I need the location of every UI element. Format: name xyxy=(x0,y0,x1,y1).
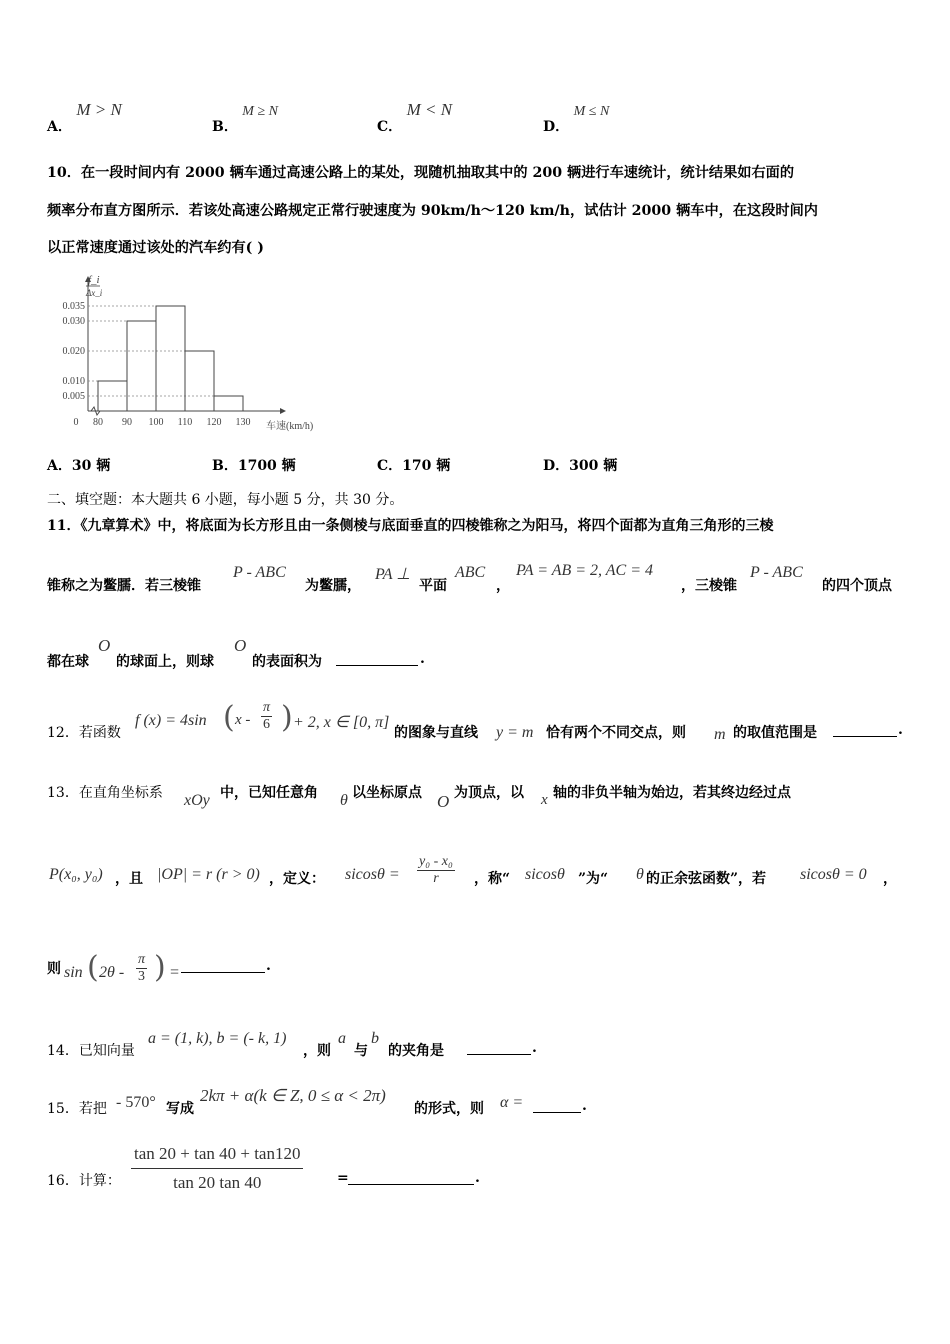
q15-line xyxy=(47,1086,607,1122)
q15-text: 写成 xyxy=(166,1101,194,1117)
q13-frac-num: y₀ - x₀ xyxy=(419,854,453,869)
q9-option-a xyxy=(47,100,122,135)
q12-text: 的图象与直线 xyxy=(394,725,478,741)
q11-text: 为鳖臑， xyxy=(305,578,361,594)
q13-line3 xyxy=(47,950,307,1000)
histogram-x-tick-label: 120 xyxy=(206,417,222,428)
q9-option-a-label: A． xyxy=(47,119,72,135)
q14-math: a xyxy=(338,1030,346,1047)
answer-blank xyxy=(833,722,897,737)
q14-text: . xyxy=(532,1040,537,1056)
q14-number: 14．已知向量 xyxy=(47,1043,135,1059)
q15-math: α = xyxy=(500,1094,524,1111)
q12-math: y = m xyxy=(496,724,534,741)
histogram-x-tick-label: 130 xyxy=(235,417,251,428)
q12-text: 的取值范围是 xyxy=(733,725,817,741)
q11-text: 的表面积为 xyxy=(252,654,322,670)
q13-math: 2θ - xyxy=(99,964,125,981)
q13-math: sicosθ = 0 xyxy=(800,866,867,883)
q13-text: ，定义： xyxy=(269,871,325,887)
q14-line xyxy=(47,1026,567,1062)
q13-text: ， xyxy=(883,871,897,887)
q13-text: 的正余弦函数”，若 xyxy=(646,871,767,887)
q13-math: xOy xyxy=(184,792,210,809)
q10-option-c: C．170 辆 xyxy=(377,458,451,474)
q13-math: sicosθ = xyxy=(345,866,400,883)
q13-line2 xyxy=(47,852,917,902)
q9-option-c-expr: M < N xyxy=(406,100,453,119)
q12-frac-num: π xyxy=(263,700,271,715)
q10-line2: 频率分布直方图所示．若该处高速公路规定正常行驶速度为 90km/h～120 km/h，试估计 2000 辆车中，在这段时间内 xyxy=(47,203,818,219)
q12-line xyxy=(47,700,917,750)
q12-fraction xyxy=(261,700,272,733)
q11-line3 xyxy=(47,636,467,672)
histogram-ylabel-bottom: Δx_i xyxy=(86,288,103,298)
q13-math: θ xyxy=(636,866,644,883)
q12-math: x - xyxy=(235,712,251,728)
histogram-x-ticks xyxy=(74,417,251,428)
q14-math: b xyxy=(371,1030,379,1047)
histogram-ylabel-top: f_i xyxy=(88,274,100,286)
answer-blank xyxy=(336,651,418,666)
q13-math: sicosθ xyxy=(525,866,565,883)
section-title: 二、填空题：本大题共 6 小题，每小题 5 分，共 30 分。 xyxy=(47,492,404,508)
q9-option-d-expr: M ≤ N xyxy=(573,104,610,119)
q15-math: - 570° xyxy=(116,1094,156,1111)
q13-frac-num: π xyxy=(138,952,146,967)
histogram-x-tick-label: 80 xyxy=(93,417,103,428)
histogram-bar xyxy=(185,351,214,411)
q11-math: ABC xyxy=(455,564,486,581)
q13-number: 13．在直角坐标系 xyxy=(47,785,163,801)
q12-math: f (x) = 4sin xyxy=(135,712,207,729)
q13-text: ，称“ xyxy=(474,871,511,887)
q16-frac-den: tan 20 tan 40 xyxy=(173,1173,262,1192)
q11-math: O xyxy=(234,636,247,655)
q11-text: 的球面上，则球 xyxy=(116,654,214,670)
q13-math: O xyxy=(437,792,450,811)
q16-frac-num: tan 20 + tan 40 + tan120 xyxy=(131,1144,303,1169)
histogram-bar xyxy=(214,396,243,411)
q13-text: 轴的非负半轴为始边，若其终边经过点 xyxy=(553,785,791,801)
q12-math: m xyxy=(714,726,726,743)
q14-text: 与 xyxy=(354,1043,368,1059)
q12-frac-den: 6 xyxy=(263,717,270,732)
paren-open: ( xyxy=(87,950,99,985)
q11-math: PA ⊥ xyxy=(375,566,411,583)
histogram-bar xyxy=(127,321,156,411)
q11-text: 锥称之为鳖臑．若三棱锥 xyxy=(47,578,201,594)
q15-text: 的形式，则 xyxy=(414,1101,484,1117)
histogram-y-ticks xyxy=(63,301,86,402)
q13-frac-den: r xyxy=(433,871,439,886)
histogram-y-tick-label: 0.005 xyxy=(62,391,85,402)
histogram-y-tick-label: 0.020 xyxy=(62,346,85,357)
q16-fraction xyxy=(131,1144,303,1193)
q11-text: 都在球 xyxy=(47,654,89,670)
q10-line1: 10．在一段时间内有 2000 辆车通过高速公路上的某处，现随机抽取其中的 200 辆进行车速统计，统计结果如右面的 xyxy=(47,165,795,181)
q13-text: ，且 xyxy=(115,871,143,887)
q11-line1: 11．《九章算术》中，将底面为长方形且由一条侧棱与底面垂直的四棱锥称之为阳马，将四个面都为直角三角形的三棱 xyxy=(47,518,774,534)
q13-text: . xyxy=(266,958,271,974)
paren-close: ) xyxy=(281,700,293,735)
histogram-xlabel: 车速(km/h) xyxy=(266,421,314,432)
paren-close: ) xyxy=(154,950,166,985)
answer-blank xyxy=(181,958,265,973)
histogram-y-tick-label: 0.035 xyxy=(62,301,85,312)
q11-text: 平面 xyxy=(419,578,447,594)
q14-text: ，则 xyxy=(303,1043,331,1059)
q11-text: ， xyxy=(496,578,510,594)
q10-option-a: A．30 辆 xyxy=(47,458,111,474)
q9-option-b xyxy=(212,100,278,135)
q15-text: . xyxy=(582,1098,587,1114)
frequency-histogram xyxy=(40,268,340,438)
q11-math: P - ABC xyxy=(750,564,803,581)
q12-text: . xyxy=(898,722,903,738)
q13-text: 中，已知任意角 xyxy=(220,785,318,801)
histogram-bars xyxy=(98,306,243,411)
q13-text: 以坐标原点 xyxy=(352,785,422,801)
answer-blank xyxy=(533,1098,581,1113)
q13-text: 为顶点，以 xyxy=(454,785,524,801)
q13-text: 则 xyxy=(47,961,61,977)
q10-line3: 以正常速度通过该处的汽车约有( ) xyxy=(47,240,264,256)
q13-fraction xyxy=(417,854,455,887)
q12-math: + 2, x ∈ [0, π] xyxy=(293,714,390,731)
histogram-y-tick-label: 0.030 xyxy=(62,316,85,327)
answer-blank xyxy=(467,1040,531,1055)
q9-option-c-label: C． xyxy=(377,119,403,135)
q9-option-a-expr: M > N xyxy=(76,100,122,119)
q13-line1 xyxy=(47,778,917,814)
q13-text: ”为“ xyxy=(578,871,609,887)
q11-text: 的四个顶点 xyxy=(822,578,892,594)
q16-text: . xyxy=(475,1170,480,1186)
q13-math: θ xyxy=(340,792,348,809)
q16-line xyxy=(47,1144,497,1196)
q14-text: 的夹角是 xyxy=(388,1043,444,1059)
q10-option-d: D．300 辆 xyxy=(543,458,618,474)
q9-option-d-label: D． xyxy=(543,119,570,135)
q13-math: sin xyxy=(64,964,83,981)
q15-number: 15．若把 xyxy=(47,1101,107,1117)
q13-math: |OP| = r (r > 0) xyxy=(157,866,260,883)
q11-text: . xyxy=(420,651,425,667)
q9-option-c xyxy=(377,100,453,135)
histogram-bar xyxy=(156,306,185,411)
paren-open: ( xyxy=(223,700,235,735)
q13-math: = xyxy=(169,964,180,981)
q11-math: P - ABC xyxy=(233,564,286,581)
q9-option-b-label: B． xyxy=(212,119,238,135)
q10-option-b: B．1700 辆 xyxy=(212,458,296,474)
q11-math: O xyxy=(98,636,111,655)
q12-text: 恰有两个不同交点，则 xyxy=(546,725,686,741)
histogram-x-tick-label: 110 xyxy=(177,417,193,428)
histogram-y-tick-label: 0.010 xyxy=(62,376,85,387)
histogram-x-tick-label: 90 xyxy=(122,417,132,428)
q15-math: 2kπ + α(k ∈ Z, 0 ≤ α < 2π) xyxy=(200,1086,386,1105)
q13-sin-fraction xyxy=(136,952,147,985)
q16-number: 16．计算： xyxy=(47,1173,121,1189)
histogram-x-tick-label: 0 xyxy=(73,417,79,428)
q13-frac-den: 3 xyxy=(138,969,145,984)
q16-text: = xyxy=(337,1170,349,1186)
q13-math: P(x₀, y₀) xyxy=(49,866,103,883)
q13-math: x xyxy=(541,792,548,808)
q12-number: 12．若函数 xyxy=(47,725,121,741)
histogram-x-tick-label: 100 xyxy=(148,417,164,428)
q14-math: a = (1, k), b = (- k, 1) xyxy=(148,1030,287,1047)
q9-option-d xyxy=(543,100,610,135)
answer-blank xyxy=(348,1170,474,1185)
q11-math: PA = AB = 2, AC = 4 xyxy=(516,562,653,579)
q9-option-b-expr: M ≥ N xyxy=(242,104,278,119)
q11-text: ，三棱锥 xyxy=(681,578,737,594)
